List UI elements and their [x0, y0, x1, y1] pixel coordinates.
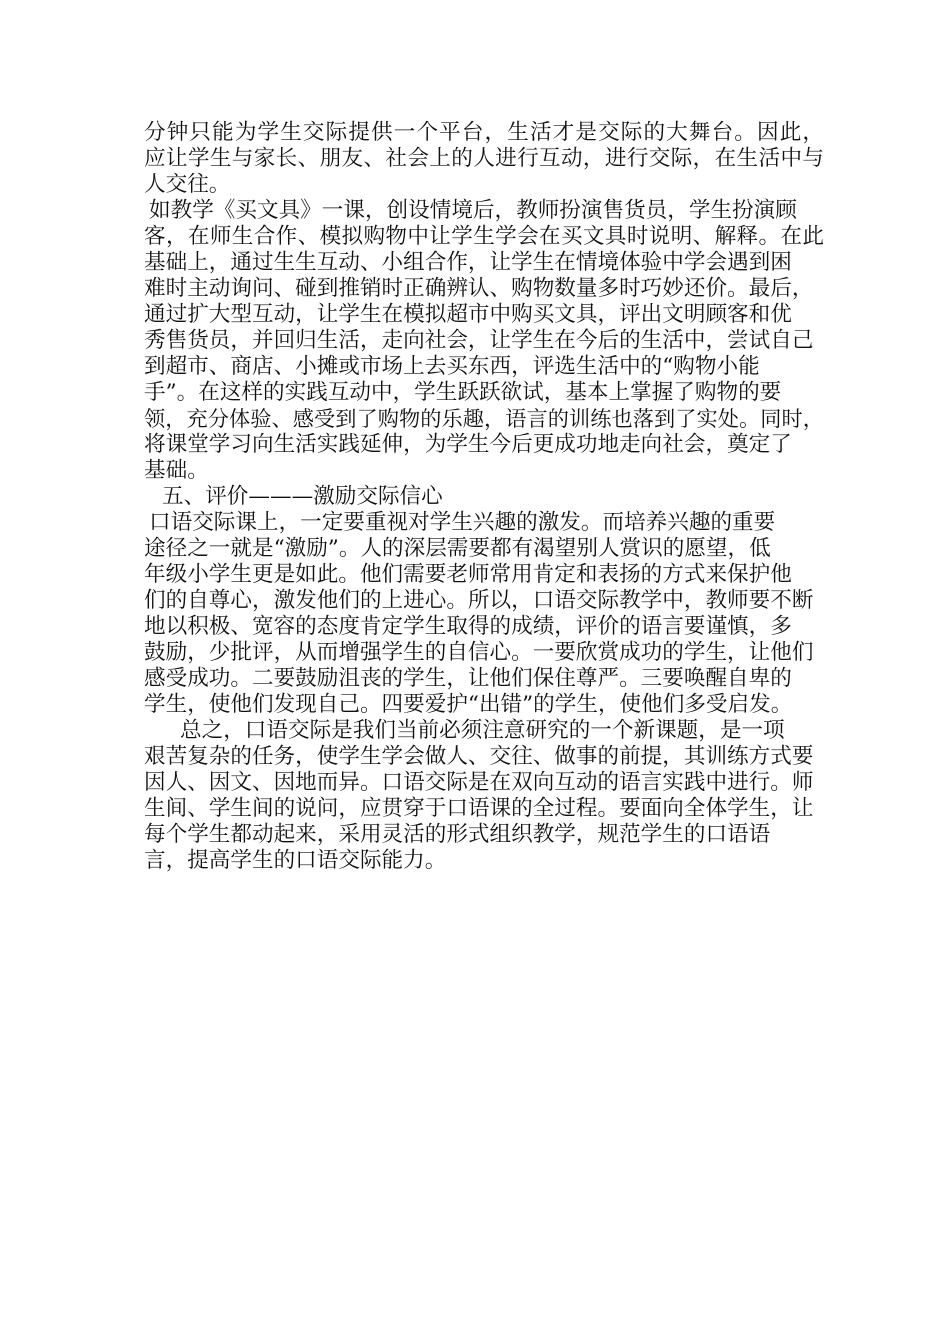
paragraph-line: 基础。	[144, 458, 209, 483]
paragraph-line: 年级小学生更是如此。他们需要老师常用肯定和表扬的方式来保护他	[144, 562, 792, 587]
paragraph-line: 艰苦复杂的任务，使学生学会做人、交往、做事的前提，其训练方式要	[144, 744, 814, 769]
paragraph-line: 人交往。	[144, 172, 231, 197]
paragraph-line: 分钟只能为学生交际提供一个平台，生活才是交际的大舞台。因此，	[144, 120, 824, 145]
paragraph-line: 基础上，通过生生互动、小组合作，让学生在情境体验中学会遇到困	[144, 250, 792, 275]
paragraph-line: 地以积极、宽容的态度肯定学生取得的成绩，评价的语言要谨慎，多	[144, 614, 792, 639]
paragraph-line: 每个学生都动起来，采用灵活的形式组织教学，规范学生的口语语	[144, 822, 771, 847]
paragraph-line: 领，充分体验、感受到了购物的乐趣，语言的训练也落到了实处。同时，	[144, 406, 824, 431]
paragraph-line: 感受成功。二要鼓励沮丧的学生，让他们保住尊严。三要唤醒自卑的	[144, 666, 792, 691]
paragraph-line: 秀售货员，并回归生活，走向社会，让学生在今后的生活中，尝试自己	[144, 328, 814, 353]
paragraph-line: 到超市、商店、小摊或市场上去买东西，评选生活中的“购物小能	[144, 354, 760, 379]
paragraph-line: 客，在师生合作、模拟购物中让学生学会在买文具时说明、解释。在此	[144, 224, 824, 249]
paragraph-line: 途径之一就是“激励”。人的深层需要都有渴望别人赏识的愿望，低	[144, 536, 771, 561]
paragraph-line: 言，提高学生的口语交际能力。	[144, 848, 447, 873]
paragraph-line: 通过扩大型互动，让学生在模拟超市中购买文具，评出文明顾客和优	[144, 302, 792, 327]
paragraph-line: 生间、学生间的说问，应贯穿于口语课的全过程。要面向全体学生，让	[144, 796, 814, 821]
section-heading: 五、评价———激励交际信心	[162, 484, 443, 509]
paragraph-line: 手”。在这样的实践互动中，学生跃跃欲试，基本上掌握了购物的要	[144, 380, 782, 405]
document-page	[144, 120, 824, 874]
paragraph-line: 总之，口语交际是我们当前必须注意研究的一个新课题，是一项	[180, 718, 785, 743]
paragraph-line: 因人、因文、因地而异。口语交际是在双向互动的语言实践中进行。师	[144, 770, 814, 795]
paragraph-line: 应让学生与家长、朋友、社会上的人进行互动，进行交际，在生活中与	[144, 146, 824, 171]
paragraph-line: 难时主动询问、碰到推销时正确辨认、购物数量多时巧妙还价。最后，	[144, 276, 814, 301]
paragraph-line: 们的自尊心，激发他们的上进心。所以，口语交际教学中，教师要不断	[144, 588, 814, 613]
paragraph-line: 鼓励，少批评，从而增强学生的自信心。一要欣赏成功的学生，让他们	[144, 640, 814, 665]
paragraph-line: 将课堂学习向生活实践延伸，为学生今后更成功地走向社会，奠定了	[144, 432, 792, 457]
paragraph-line: 口语交际课上，一定要重视对学生兴趣的激发。而培养兴趣的重要	[149, 510, 776, 535]
paragraph-line: 学生，使他们发现自己。四要爱护“出错”的学生，使他们多受启发。	[144, 692, 793, 717]
paragraph-line: 如教学《买文具》一课，创设情境后，教师扮演售货员，学生扮演顾	[149, 198, 797, 223]
